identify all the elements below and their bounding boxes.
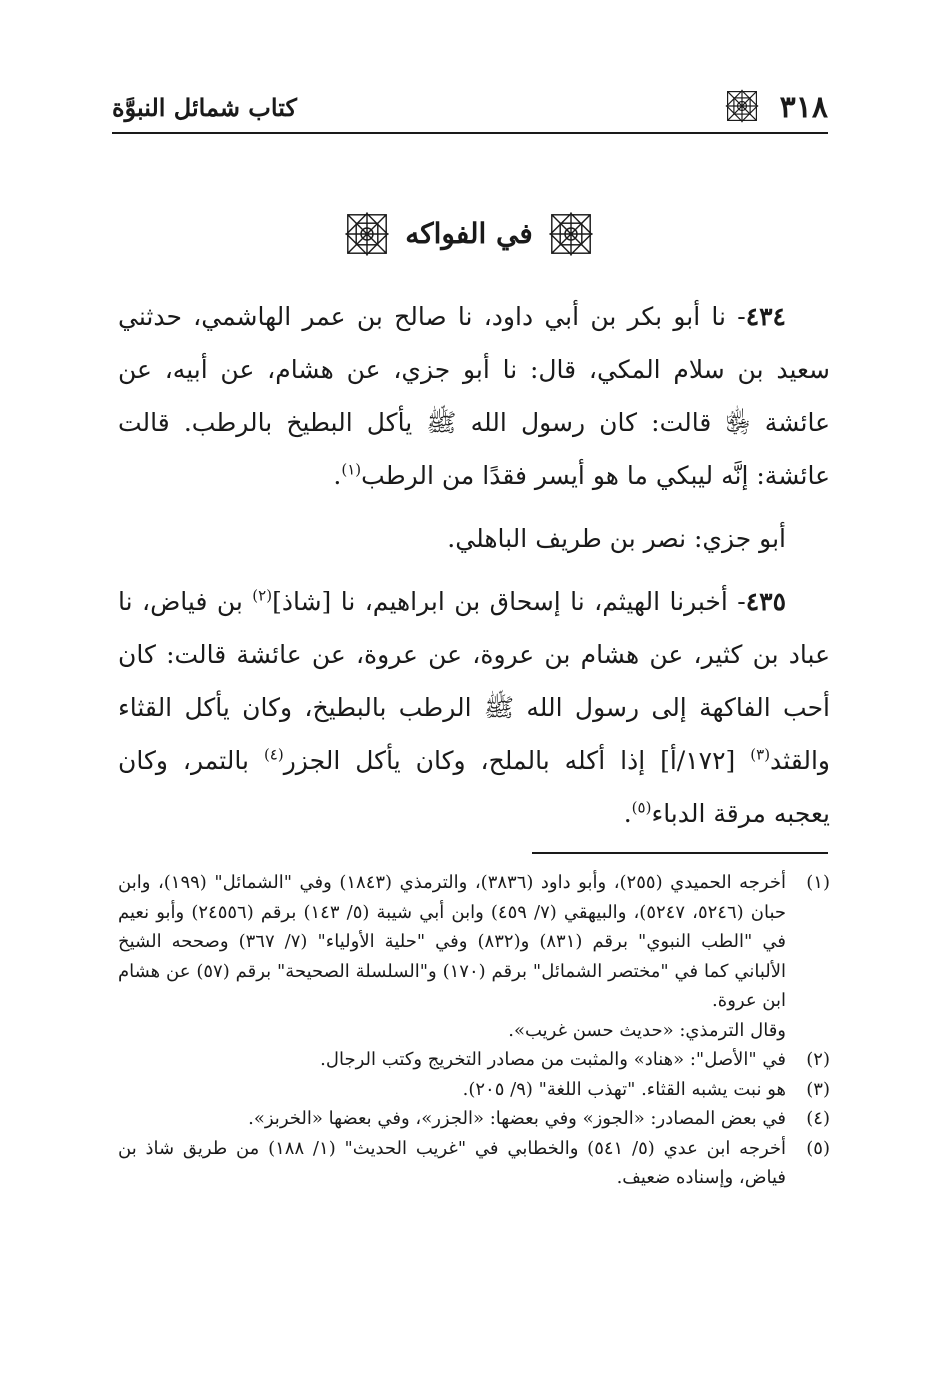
running-header (112, 88, 828, 128)
geometric-star-ornament-icon (343, 210, 391, 258)
main-text (118, 290, 830, 840)
footnote-ref: (٤) (263, 745, 284, 764)
footnote-ref: (١) (341, 460, 362, 479)
section-heading (0, 206, 938, 262)
footnote-text: في "الأصل": «هناد» والمثبت من مصادر التخريج وكتب الرجال. (320, 1049, 786, 1070)
footnote-number: (١) (806, 872, 830, 893)
book-title: كتاب شمائل النبوَّة (112, 93, 297, 122)
footnote-ref: (٢) (252, 586, 273, 605)
footnote-text: هو نبت يشبه القثاء. "تهذب اللغة" (٩/ ٢٠٥). (462, 1078, 786, 1100)
hadith-text-end: . (623, 799, 632, 828)
footnote-extra: وقال الترمذي: «حديث حسن غريب». (508, 1019, 786, 1041)
narrator-note: أبو جزي: نصر بن طريف الباهلي. (447, 524, 786, 553)
hadith-number: ٤٣٤ (745, 302, 786, 331)
footnote-text: في بعض المصادر: «الجوز» وفي بعضها: «الجزر»، وفي بعضها «الخربز». (248, 1108, 786, 1129)
footnote-separator (532, 852, 828, 854)
hadith-text: - أخبرنا الهيثم، نا إسحاق بن ابراهيم، نا [شاذ] (272, 587, 746, 616)
footnote-item (118, 1104, 830, 1134)
footnote-item (118, 1045, 830, 1075)
footnote-ref: (٣) (750, 745, 771, 764)
page-number: ٣١٨ (779, 90, 828, 125)
hadith-text: - نا أبو بكر بن أبي داود، نا صالح بن عمر الهاشمي، حدثني سعيد بن سلام المكي، قال: نا أبو جزي، عن هشام، عن أبيه، عن عائشة ﵂ قالت: كان رسول الله ﷺ يأكل البطيخ بالرطب. قالت عائشة: إنَّه ليبكي ما هو أيسر فقدًا من الرطب (118, 302, 830, 490)
hadith-text: بالتمر، وكان يعجبه مرقة الدباء (118, 746, 830, 828)
footnote-item (118, 1075, 830, 1105)
footnote-ref: (٥) (631, 798, 652, 817)
footnote-number: (٤) (806, 1108, 830, 1129)
footnote-item (118, 1134, 830, 1193)
footnotes (118, 868, 830, 1193)
section-title: في الفواكه (405, 217, 533, 250)
hadith-number: ٤٣٥ (745, 587, 787, 616)
footnote-number: (٣) (806, 1078, 830, 1100)
hadith-435 (118, 575, 830, 840)
footnote-text: أخرجه الحميدي (٢٥٥)، وأبو داود (٣٨٣٦)، والترمذي (١٨٤٣) وفي "الشمائل" (١٩٩)، وابن حبان (٥٢٤٦، ٥٢٤٧)، والبيهقي (٧/ ٤٥٩) وابن أبي شيبة (٥/ ١٤٣) برقم (٢٤٥٥٦) وأبو نعيم في "الطب النبوي" برقم (٨٣١) و(٨٣٢) وفي "حلية الأولياء" (٧/ ٣٦٧) وصححه الشيخ الألباني كما في "مختصر الشمائل" برقم (١٧٠) و"السلسلة الصحيحة" برقم (٥٧) عن هشام ابن عروة. (118, 872, 787, 1011)
hadith-text-end: . (333, 461, 342, 490)
geometric-star-ornament-icon (547, 210, 595, 258)
hadith-434 (118, 290, 830, 502)
header-rule (112, 132, 828, 134)
footnote-item (118, 868, 830, 1045)
footnote-text: أخرجه ابن عدي (٥/ ٥٤١) والخطابي في "غريب الحديث" (١/ ١٨٨) من طريق شاذ بن فياض، وإسناده ضعيف. (118, 1137, 787, 1188)
geometric-star-ornament-icon (724, 88, 760, 124)
footnote-number: (٥) (806, 1137, 830, 1159)
footnote-number: (٢) (806, 1049, 830, 1070)
hadith-text: بن فياض، نا عباد بن كثير، عن هشام بن عروة، عن عروة، عن عائشة قالت: كان أحب الفاكهة إلى رسول الله ﷺ الرطب بالبطيخ، وكان يأكل القثاء والقثد (118, 587, 830, 775)
hadith-text: [١٧٢/أ] إذا أكله بالملح، وكان يأكل الجزر (283, 746, 751, 775)
